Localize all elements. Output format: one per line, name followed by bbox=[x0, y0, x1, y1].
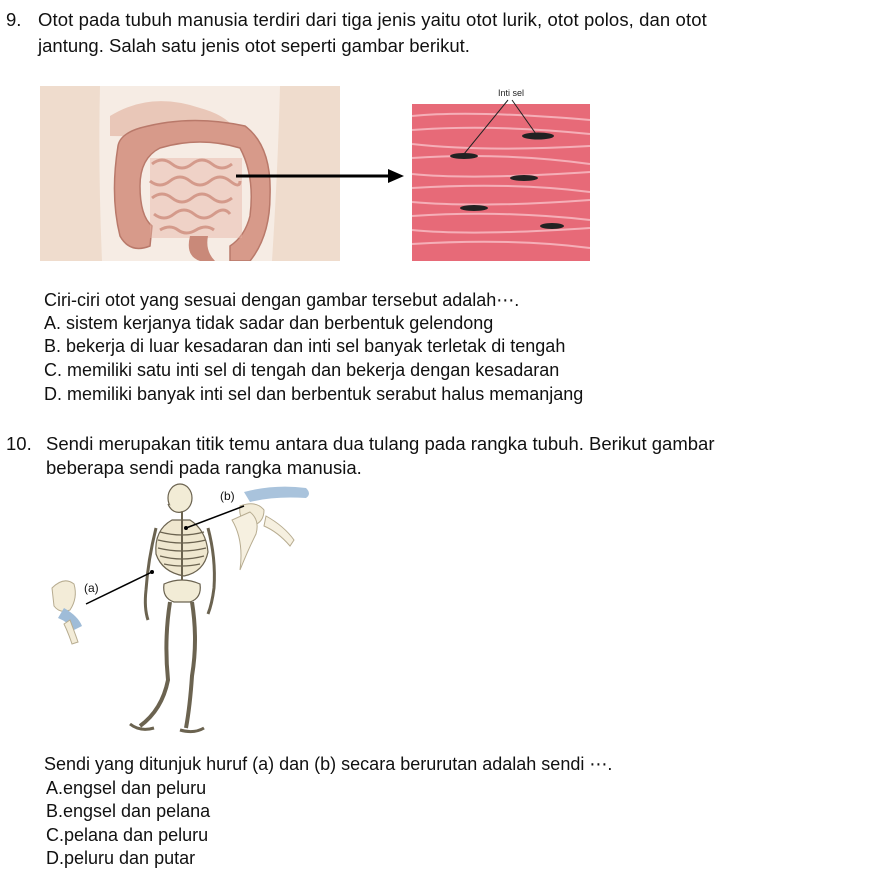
pointer-arrow bbox=[236, 166, 416, 186]
q10-option-b[interactable]: B.engsel dan pelana bbox=[46, 801, 211, 821]
q10-question: Sendi yang ditunjuk huruf (a) dan (b) secara berurutan adalah sendi ⋯. bbox=[44, 754, 613, 774]
nucleus-label: Inti sel bbox=[498, 88, 525, 98]
q10-stem-line2: beberapa sendi pada rangka manusia. bbox=[46, 457, 362, 478]
label-b: (b) bbox=[220, 489, 235, 503]
q10-option-a[interactable]: A.engsel dan peluru bbox=[46, 778, 207, 798]
shoulder-joint-inset bbox=[232, 487, 309, 570]
q10-option-d[interactable]: D.peluru dan putar bbox=[46, 848, 196, 868]
q9-stem-line2: jantung. Salah satu jenis otot seperti gambar berikut. bbox=[38, 35, 470, 56]
q10-stem-line1: Sendi merupakan titik temu antara dua tulang pada rangka tubuh. Berikut gambar bbox=[46, 433, 715, 454]
hip-joint-inset bbox=[52, 581, 82, 644]
q9-question: Ciri-ciri otot yang sesuai dengan gambar tersebut adalah⋯. bbox=[44, 290, 520, 310]
q9-option-a[interactable]: A. sistem kerjanya tidak sadar dan berbentuk gelendong bbox=[44, 313, 494, 333]
label-a: (a) bbox=[84, 581, 99, 595]
q9-number: 9. bbox=[6, 9, 22, 30]
skeleton-illustration bbox=[44, 480, 314, 742]
q9-stem-line1: Otot pada tubuh manusia terdiri dari tiga jenis yaitu otot lurik, otot polos, dan otot bbox=[38, 9, 707, 30]
q9-option-b[interactable]: B. bekerja di luar kesadaran dan inti sel banyak terletak di tengah bbox=[44, 336, 566, 356]
muscle-tissue-illustration bbox=[412, 86, 590, 261]
q10-option-c[interactable]: C.pelana dan peluru bbox=[46, 825, 209, 845]
q9-option-d[interactable]: D. memiliki banyak inti sel dan berbentuk serabut halus memanjang bbox=[44, 384, 584, 404]
q9-option-c[interactable]: C. memiliki satu inti sel di tengah dan bekerja dengan kesadaran bbox=[44, 360, 560, 380]
q10-number: 10. bbox=[6, 433, 32, 454]
